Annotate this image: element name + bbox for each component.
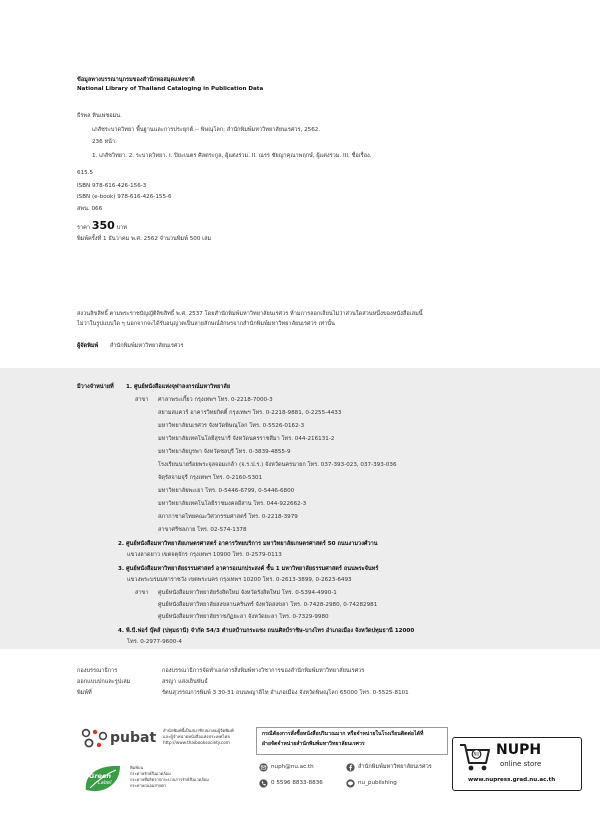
branch-item: มหาวิทยาลัยนเรศวร จังหวัดพิษณุโลก โทร. 0-5526-0162-3 [158, 423, 305, 429]
cip-subjects: 1. เภสัชวิทยา. 2. ระบาดวิทยา. I. ปิยะเนตร ศิลตระกูล, ผู้แต่งร่วม. II. ณรร ชัยญาคุณาพฤกษ์, ผู้แต่งร่วม. III. ชื่อเรื่อง. [92, 153, 372, 159]
branch-item: สยามสแควร์ อาคารวิทยกิตติ์ กรุงเทพฯ โทร. 0-2218-9881, 0-2255-4433 [158, 410, 342, 416]
editorial-label: กองบรรณาธิการ [77, 668, 118, 674]
distribution-item-2-address: แขวงลาดยาว เขตจตุจักร กรุงเทพฯ 10900 โทร. 0-2579-0113 [127, 552, 282, 558]
branch-item: ศูนย์หนังสือมหาวิทยาลัยราชภัฏยะลา จังหวัดยะลา โทร. 0-7329-9980 [158, 614, 329, 620]
green-desc-3: กระดาษที่ผลิตจากกระบวนการรักษ์สิ่งแวดล้อม [130, 777, 209, 782]
price-label: ราคา [77, 225, 91, 231]
branch-item: จัตุรัสจามจุรี กรุงเทพฯ โทร. 0-2160-5301 [158, 475, 263, 481]
green-desc-2: กระดาษรักษ์สิ่งแวดล้อม [130, 771, 171, 776]
pubat-wordmark: pubat [110, 730, 157, 746]
cip-author: ธีรพล หินเพ่ชอมน. [77, 113, 122, 119]
design-label: ออกแบบปกและรูปเล่ม [77, 679, 131, 685]
price-unit: บาท [116, 225, 127, 231]
distribution-item-4: 4. พี.บี.ฟอร์ บุ๊คส์ (ปทุมธานี) จำกัด 54/3 ตำบลบ้านกระแชง ถนนศิลป์ราชิษ-บางไทร อำเภอเมือง จังหวัดปทุมธานี 12000 [118, 628, 415, 634]
branch-item: สภากาชาดไทยคณะวิศวกรรมศาสตร์ โทร. 0-2218-3979 [158, 514, 298, 520]
email-icon [259, 763, 268, 772]
branch-item: ศาลาพระเกี้ยว กรุงเทพฯ โทร. 0-2218-7000-3 [158, 397, 273, 403]
cip-isbn: ISBN 978-616-426-156-3 [77, 183, 147, 189]
branch-item: มหาวิทยาลัยบูรพา จังหวัดชลบุรี โทร. 0-3839-4855-9 [158, 449, 291, 455]
branch-item: ศูนย์หนังสือมหาวิทยาลัยรังสิตใหม่ จังหวัดรังสิตใหม่ โทร. 0-5394-4990-1 [158, 590, 337, 596]
cip-title: เภสัชระบาดวิทยา พื้นฐานและการประยุกต์.-- พิษณุโลก: สำนักพิมพ์มหาวิทยาลัยนเรศวร, 2562. [92, 127, 321, 133]
distribution-item-1: 1. ศูนย์หนังสือแห่งจุฬาลงกรณ์มหาวิทยาลัย [126, 384, 231, 390]
distribution-item-3-address: แขวงพระบรมมหาราชวัง เขตพระนคร กรุงเทพฯ 10200 โทร. 0-2613-3899, 0-2623-6493 [127, 577, 352, 583]
bulk-order-line-2: ฝ่ายจัดจำหน่ายสำนักพิมพ์มหาวิทยาลัยนเรศวร [262, 741, 365, 747]
pubat-desc-2: และผู้จำหน่ายหนังสือแห่งประเทศไทย [163, 734, 230, 739]
facebook-icon [346, 763, 355, 772]
pubat-logo-icon [80, 727, 110, 751]
publisher-label: ผู้จัดพิมพ์ [77, 343, 99, 349]
green-label-top: Green [89, 772, 111, 780]
svg-text:NU: NU [473, 751, 480, 757]
contact-facebook[interactable]: สำนักพิมพ์มหาวิทยาลัยนเรศวร [358, 764, 432, 770]
green-desc-4: กระดาษถนอมสายตา [130, 783, 167, 788]
editorial-value: กองบรรณาธิการจัดทำเอกสารสิ่งพิมพ์ทางวิชาการของสำนักพิมพ์มหาวิทยาลัยนเรศวร [162, 668, 365, 674]
distribution-item-2: 2. ศูนย์หนังสือมหาวิทยาลัยเกษตรศาสตร์ อาคารวิทยบริการ มหาวิทยาลัยเกษตรศาสตร์ 50 ถนนงามวงศ์วาน [118, 541, 378, 547]
branch-item: มหาวิทยาลัยเทคโนโลยีสุรนารี จังหวัดนครราชสีมา โทร. 044-216131-2 [158, 436, 335, 442]
copyright-line-2: ไม่ว่าในรูปแบบใด ๆ นอกจากจะได้รับอนุญาตเป็นลายลักษณ์อักษรจากสำนักพิมพ์มหาวิทยาลัยนเรศวร เท่านั้น [77, 321, 335, 327]
contact-email[interactable]: nuph@nu.ac.th [271, 764, 314, 770]
branch-item: โรงเรียนนายร้อยพระจุลจอมเกล้า (จ.ร.ป.ร.) จังหวัดนครนายก โทร. 037-393-023, 037-393-036 [158, 462, 397, 468]
green-label-bottom: Label [98, 780, 112, 786]
shopping-cart-icon [458, 741, 492, 775]
branch-item: ศูนย์หนังสือมหาวิทยาลัยสงขลานครินทร์ จังหวัดสงขลา โทร. 0-7428-2980, 0-74282981 [158, 602, 378, 608]
price-value: 350 [91, 219, 115, 232]
copyright-line-1: สงวนลิขสิทธิ์ ตามพระราชบัญญัติลิขสิทธิ์ พ.ศ. 2537 โดยสำนักพิมพ์มหาวิทยาลัยนเรศวร ห้ามการลอกเลียนไม่ว่าส่วนใดส่วนหนึ่งของหนังสือเล่มนี้ [77, 311, 423, 317]
green-desc-1: พิมพ์บน [130, 765, 144, 770]
branch-label-3: สาขา [135, 590, 149, 596]
contact-phone[interactable]: 0 5596 8833-8836 [271, 780, 323, 786]
pubat-desc-1: สำนักพิมพ์นี้เป็นสมาชิกสมาคมผู้จัดพิมพ์ [163, 728, 234, 733]
distribution-item-3: 3. ศูนย์หนังสือมหาวิทยาลัยธรรมศาสตร์ อาคารอเนกประสงค์ ชั้น 1 มหาวิทยาลัยธรรมศาสตร์ ถนนพระจันทร์ [118, 566, 379, 572]
cip-class-number: 615.5 [77, 170, 94, 176]
store-subtitle: online store [500, 760, 542, 768]
publisher-row [77, 343, 184, 350]
publisher-value: สำนักพิมพ์มหาวิทยาลัยนเรศวร [109, 343, 184, 349]
cip-heading-thai: ข้อมูลทางบรรณานุกรมของสำนักหอสมุดแห่งชาติ [77, 77, 195, 83]
print-info: พิมพ์ครั้งที่ 1 ธันวาคม พ.ศ. 2562 จำนวนพิมพ์ 500 เล่ม [77, 236, 212, 242]
cip-sap: สพน. 066 [77, 206, 103, 212]
store-title: NUPH [496, 742, 542, 758]
distribution-label: มีวางจำหน่ายที่ [77, 384, 114, 390]
branch-item: มหาวิทยาลัยเทคโนโลยีราชมงคลอีสาน โทร. 044-922662-3 [158, 501, 307, 507]
bulk-order-line-1: กรณีต้องการสั่งซื้อหนังสือปริมาณมาก หรือจำหน่ายในโรงเรียนติดต่อได้ที่ [262, 731, 424, 737]
price-line [77, 220, 127, 234]
cip-isbn-ebook: ISBN (e-book) 978-616-426-155-6 [77, 194, 172, 200]
branch-label: สาขา [135, 397, 149, 403]
cip-pages: 236 หน้า. [92, 139, 117, 145]
pubat-url: http://www.thaibooksociety.com [163, 740, 230, 745]
cip-heading-english: National Library of Thailand Cataloging in Publication Data [77, 86, 264, 92]
design-value: สรญา แสงเย็นพันธ์ [162, 679, 208, 685]
phone-icon [259, 779, 268, 788]
branch-item: สาขาศรีชลภาย โทร. 02-574-1378 [158, 527, 247, 533]
branch-item: มหาวิทยาลัยพะเยา โทร. 0-5446-6799, 0-5446-6800 [158, 488, 295, 494]
line-app-icon [346, 779, 355, 788]
printer-value: รัตนสุวรรณการพิมพ์ 3 30-31 ถนนพญาลิไท อำเภอเมือง จังหวัดพิษณุโลก 65000 โทร. 0-5525-8101 [162, 690, 409, 696]
distribution-item-4-phone: โทร. 0-2977-9600-4 [127, 639, 182, 645]
printer-label: พิมพ์ที่ [77, 690, 92, 696]
store-url[interactable]: www.nupress.grad.nu.ac.th [468, 777, 556, 783]
contact-line[interactable]: nu_publishing [358, 780, 397, 786]
